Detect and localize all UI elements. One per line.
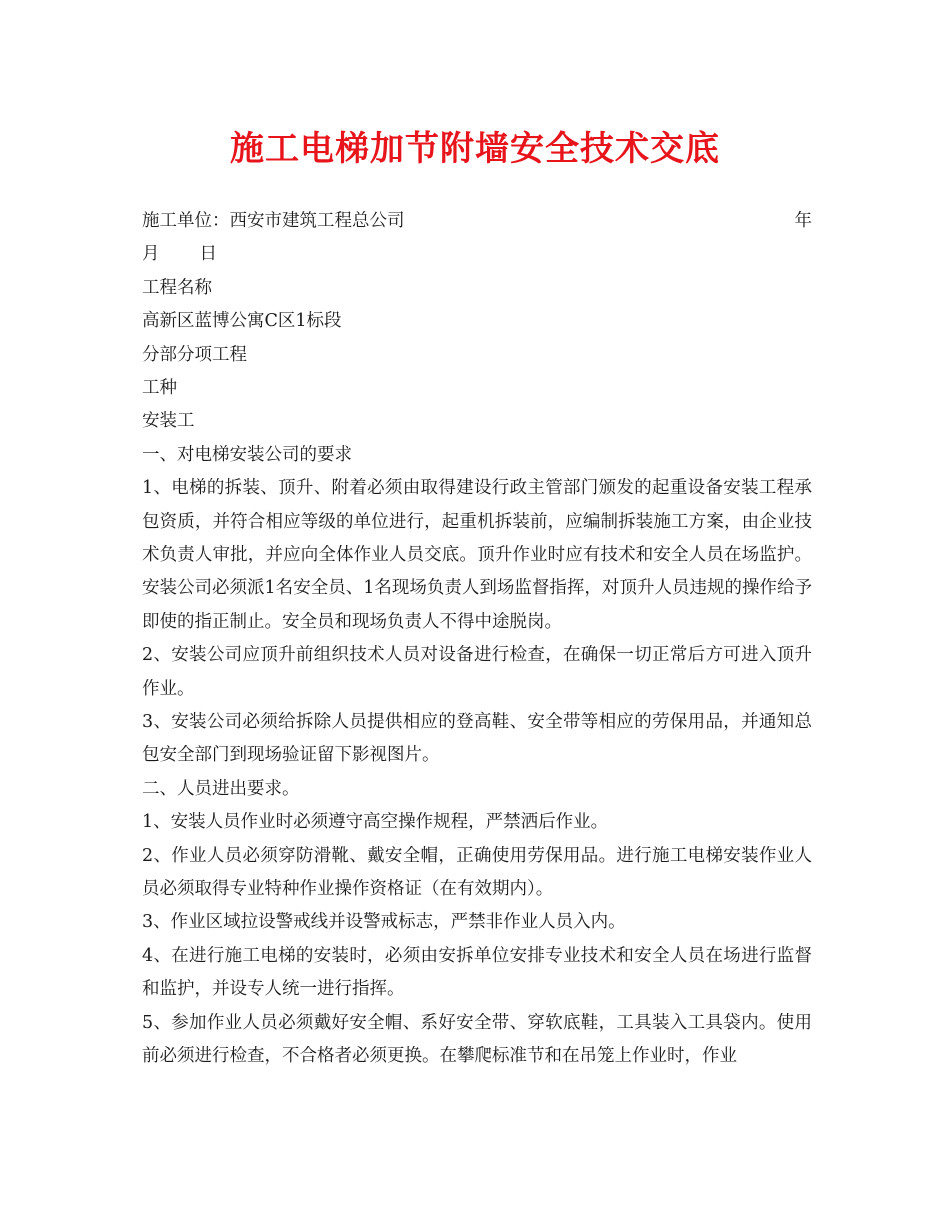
section1-heading: 一、对电梯安装公司的要求	[142, 444, 352, 465]
document-body	[142, 205, 812, 1073]
date-month: 月	[142, 244, 160, 265]
document-title: 施工电梯加节附墙安全技术交底	[230, 129, 720, 169]
section2-item-5: 5、参加作业人员必须戴好安全帽、系好安全带、穿软底鞋，工具装入工具袋内。使用前必须进行检查，不合格者必须更换。在攀爬标准节和在吊笼上作业时，作业	[142, 1012, 812, 1067]
unit-line	[142, 205, 812, 238]
trade-value: 安装工	[142, 411, 195, 432]
sub-project-label: 分部分项工程	[142, 344, 247, 365]
project-label: 工程名称	[142, 277, 212, 298]
section1-item-1: 1、电梯的拆装、顶升、附着必须由取得建设行政主管部门颁发的起重设备安装工程承包资质，并符合相应等级的单位进行，起重机拆装前，应编制拆装施工方案，由企业技术负责人审批，并应向全体作业人员交底。顶升作业时应有技术和安全人员在场监护。安装公司必须派1名安全员、1名现场负责人到场监督指挥，对顶升人员违规的操作给予即使的指正制止。安全员和现场负责人不得中途脱岗。	[142, 478, 812, 632]
date-line	[142, 238, 812, 271]
section2-heading: 二、人员进出要求。	[142, 778, 300, 799]
section2-item-3: 3、作业区域拉设警戒线并设警戒标志，严禁非作业人员入内。	[142, 912, 626, 933]
section1-item-3: 3、安装公司必须给拆除人员提供相应的登高鞋、安全带等相应的劳保用品，并通知总包安全部门到现场验证留下影视图片。	[142, 711, 812, 766]
project-value: 高新区蓝博公寓C区1标段	[142, 311, 342, 332]
section2-item-2: 2、作业人员必须穿防滑靴、戴安全帽，正确使用劳保用品。进行施工电梯安装作业人员必须取得专业特种作业操作资格证（在有效期内）。	[142, 845, 812, 899]
section1-item-2: 2、安装公司应顶升前组织技术人员对设备进行检查，在确保一切正常后方可进入顶升作业。	[142, 645, 812, 699]
trade-label: 工种	[142, 377, 177, 398]
unit-line-left: 施工单位：西安市建筑工程总公司	[142, 211, 405, 231]
section2-item-1: 1、安装人员作业时必须遵守高空操作规程，严禁洒后作业。	[142, 812, 609, 833]
unit-line-year: 年	[794, 211, 812, 231]
date-day: 日	[199, 244, 217, 265]
section2-item-4: 4、在进行施工电梯的安装时，必须由安拆单位安排专业技术和安全人员在场进行监督和监护，并设专人统一进行指挥。	[142, 945, 812, 1000]
